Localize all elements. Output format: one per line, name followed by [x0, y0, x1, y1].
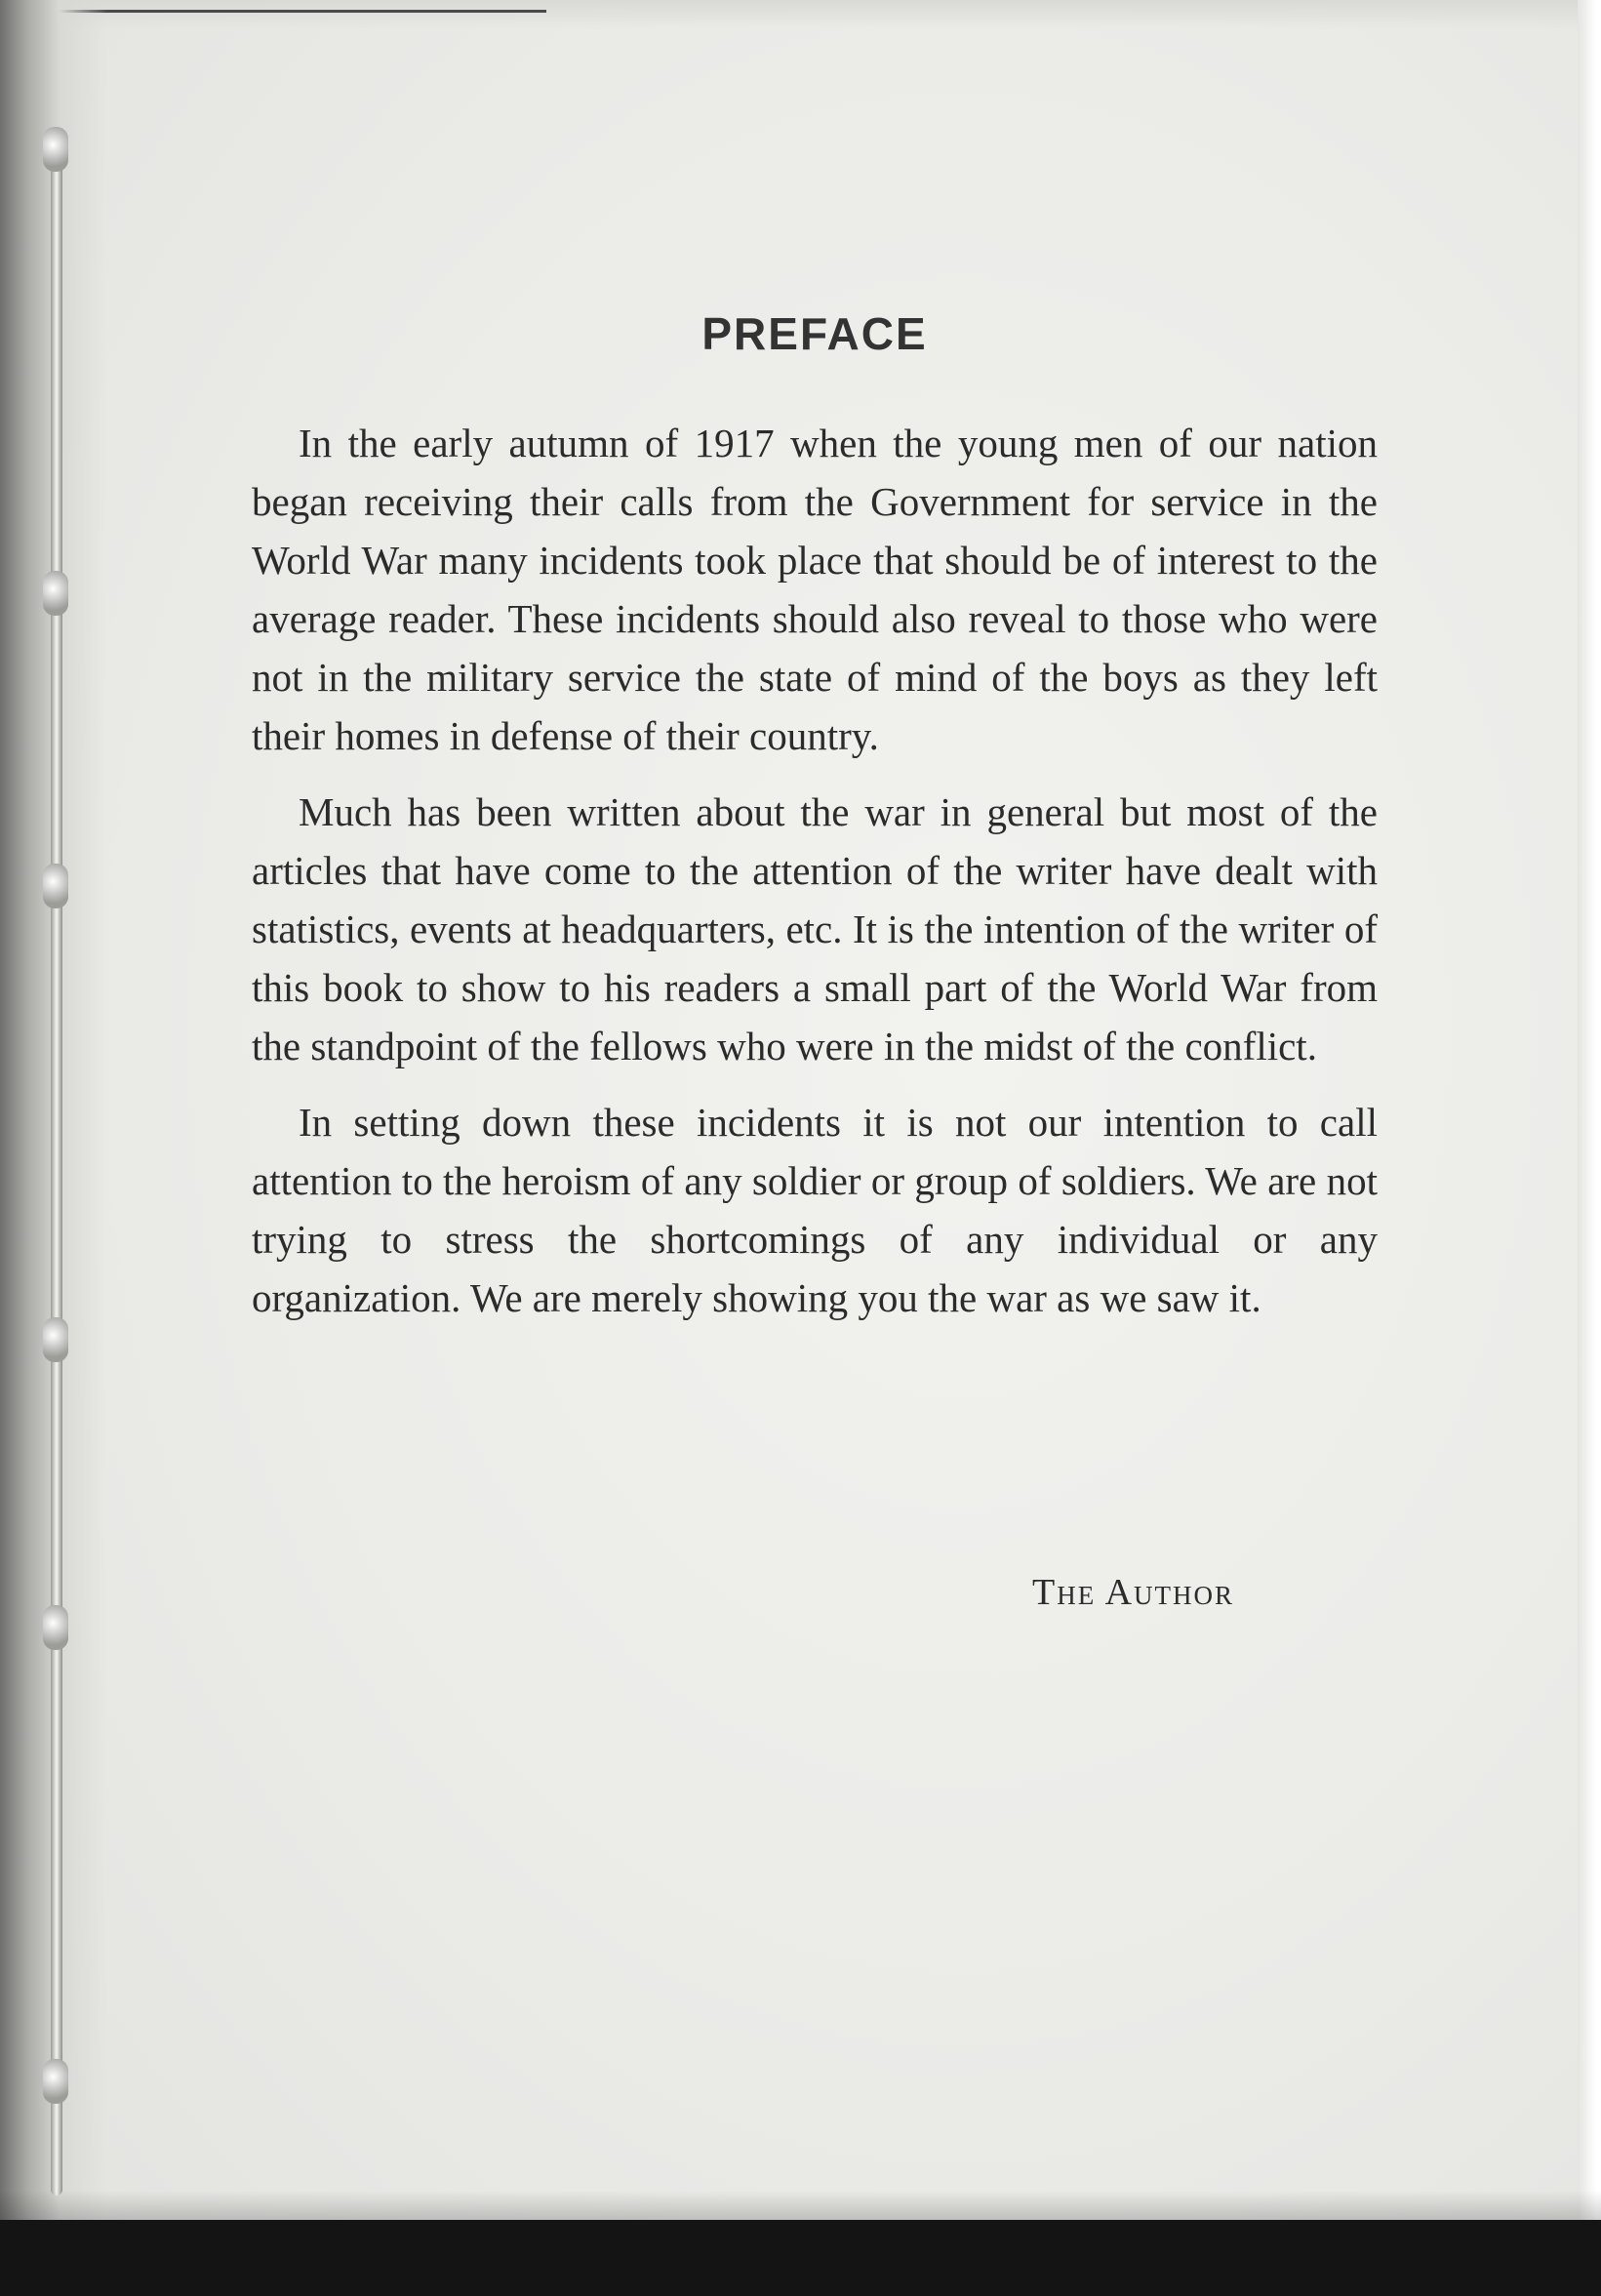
- binding-stitch: [43, 1605, 68, 1650]
- paragraph: In the early autumn of 1917 when the young men of our nation began receiving their calls from the Government for service in the World War many incidents took place that should be of interest to the average reader. These incidents should also reveal to those who were not in the military service the state of mind of the boys as they left their homes in defense of their country.: [252, 421, 1378, 758]
- paragraph: Much has been written about the war in general but most of the articles that have come to the attention of the writer have dealt with statistics, events at headquarters, etc. It is the intention of the writer of this book to show to his readers a small part of the World War from the standpoint of the fellows who were in the midst of the conflict.: [252, 789, 1378, 1068]
- paragraph: In setting down these incidents it is not our intention to call attention to the heroism of any soldier or group of soldiers. We are not trying to stress the shortcomings of any individual or any organization. We are merely showing you the war as we saw it.: [252, 1100, 1378, 1320]
- binding-stitch: [43, 1317, 68, 1362]
- signature-text: The Author: [1032, 1572, 1235, 1613]
- binding-stitch: [43, 571, 68, 616]
- author-signature: [1032, 1571, 1234, 1614]
- scan-bottom-border: [0, 2220, 1601, 2296]
- page-top-edge: [0, 0, 1601, 29]
- page-bottom-shadow: [0, 2191, 1601, 2220]
- binding-stitch: [43, 127, 68, 172]
- binding-stitch: [43, 864, 68, 908]
- page-title: PREFACE: [701, 308, 928, 359]
- binding-stitch: [43, 2059, 68, 2104]
- binding-rail: [51, 127, 62, 2195]
- preface-text: [252, 304, 1378, 1345]
- page-right-edge: [1578, 0, 1601, 2296]
